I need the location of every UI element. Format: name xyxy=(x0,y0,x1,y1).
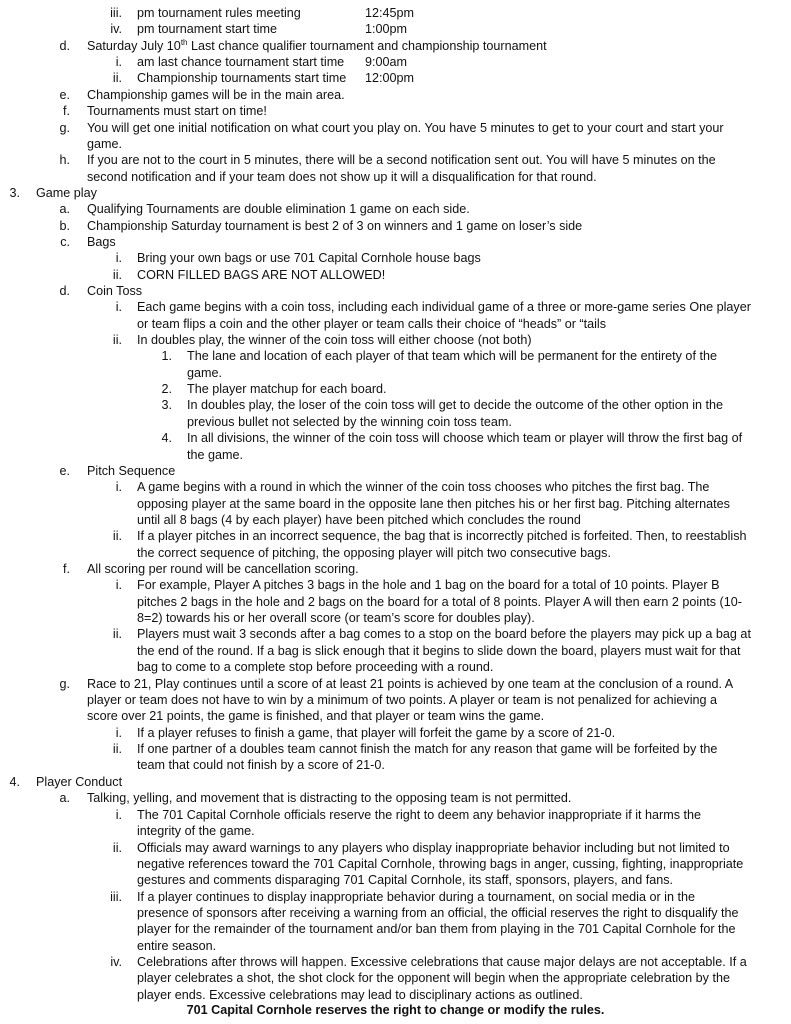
list-item-text: You will get one initial notification on what court you play on. You have 5 minutes to get to your court and start your xyxy=(87,121,724,135)
list-item-text: Qualifying Tournaments are double elimination 1 game on each side. xyxy=(87,202,470,216)
list-item-text: Bring your own bags or use 701 Capital Cornhole house bags xyxy=(137,251,481,265)
list-item-text: All scoring per round will be cancellation scoring. xyxy=(87,562,359,576)
list-item-continuation: player or team does not have to win by a minimum of two points. A player or team is not penalized for achieving a xyxy=(87,693,718,707)
list-item-text: Player Conduct xyxy=(36,775,123,789)
list-item-continuation: score over 21 points, the game is finished, and that player or team wins the game. xyxy=(87,709,545,723)
schedule-time: 1:00pm xyxy=(365,22,408,36)
list-item-text: Players must wait 3 seconds after a bag comes to a stop on the board before the players may pick up a bag at xyxy=(137,627,751,641)
list-marker: 3. xyxy=(161,398,172,412)
list-item-text: pm tournament rules meeting xyxy=(137,6,301,20)
list-marker: e. xyxy=(59,88,70,102)
schedule-time: 12:45pm xyxy=(365,6,415,20)
list-marker: i. xyxy=(115,300,122,314)
list-item-continuation: pitches 2 bags in the hole and 2 bags on the board for a total of 8 points. Player A will then earn 2 points (10- xyxy=(137,595,742,609)
list-item-text: If you are not to the court in 5 minutes, there will be a second notification sent out. You will have 5 minutes on the xyxy=(87,153,716,167)
list-marker: 4. xyxy=(9,775,20,789)
list-item-continuation: player for the remainder of the tournament and/or ban them from playing in the 701 Capital Cornhole for the xyxy=(137,922,736,936)
list-marker: c. xyxy=(60,235,70,249)
list-item-text: Each game begins with a coin toss, including each individual game of a three or more-game series One player xyxy=(137,300,751,314)
list-item-text: Talking, yelling, and movement that is distracting to the opposing team is not permitted. xyxy=(87,791,572,805)
list-marker: 2. xyxy=(161,382,172,396)
list-item-text: If a player pitches in an incorrect sequence, the bag that is incorrectly pitched is forfeited. Then, to reestablish xyxy=(137,529,747,543)
list-item-text: The player matchup for each board. xyxy=(187,382,387,396)
list-item-text: am last chance tournament start time xyxy=(137,55,345,69)
list-item-text: A game begins with a round in which the winner of the coin toss chooses who pitches the first bag. The xyxy=(137,480,710,494)
list-item-continuation: game. xyxy=(187,366,223,380)
list-marker: h. xyxy=(59,153,70,167)
list-item-text: Game play xyxy=(36,186,97,200)
list-marker: ii. xyxy=(112,529,122,543)
list-marker: e. xyxy=(59,464,70,478)
list-marker: a. xyxy=(59,202,70,216)
list-item-continuation: 8=2) towards his or her overall score (or team’s score for doubles play). xyxy=(137,611,535,625)
list-item-continuation: second notification and if your team does not show up it will a disqualification for that round. xyxy=(87,170,597,184)
list-item-continuation: opposing player at the same board in the opposite lane then pitches his or her first bag. Pitching alternates xyxy=(137,497,730,511)
list-marker: i. xyxy=(115,578,122,592)
list-marker: g. xyxy=(59,121,70,135)
list-item-text: If a player refuses to finish a game, that player will forfeit the game by a score of 21-0. xyxy=(137,726,616,740)
list-item-continuation: presence of sponsors after receiving a warning from an official, the official reserves the right to disqualify the xyxy=(137,906,739,920)
list-item-text: pm tournament start time xyxy=(137,22,277,36)
list-marker: 1. xyxy=(161,349,172,363)
list-item-text: Pitch Sequence xyxy=(87,464,176,478)
list-item-continuation: the end of the round. If a bag is slick enough that it begins to slide down the board, players must wait for that xyxy=(137,644,741,658)
list-item-text: The 701 Capital Cornhole officials reserve the right to deem any behavior inappropriate if it harms the xyxy=(137,808,701,822)
list-item-text: In doubles play, the winner of the coin toss will either choose (not both) xyxy=(137,333,532,347)
list-marker: ii. xyxy=(112,268,122,282)
list-marker: ii. xyxy=(112,742,122,756)
list-item-continuation: game. xyxy=(87,137,123,151)
list-item-continuation: previous bullet not selected by the winning coin toss team. xyxy=(187,415,512,429)
list-marker: i. xyxy=(115,251,122,265)
list-marker: d. xyxy=(59,39,70,53)
list-marker: ii. xyxy=(112,627,122,641)
list-item-text: Championship tournaments start time xyxy=(137,71,347,85)
list-item-text: Tournaments must start on time! xyxy=(87,104,267,118)
list-item-continuation: until all 8 bags (4 by each player) have been pitched which concludes the round xyxy=(137,513,581,527)
list-marker: ii. xyxy=(112,333,122,347)
list-item-continuation: the game. xyxy=(187,448,244,462)
schedule-time: 12:00pm xyxy=(365,71,415,85)
schedule-time: 9:00am xyxy=(365,55,408,69)
list-marker: a. xyxy=(59,791,70,805)
list-item-continuation: player ends. Excessive celebrations may lead to disciplinary actions as outlined. xyxy=(137,988,583,1002)
list-item-text: Saturday July 10th Last chance qualifier tournament and championship tournament xyxy=(87,38,547,53)
list-marker: ii. xyxy=(112,71,122,85)
list-marker: f. xyxy=(63,562,70,576)
list-marker: 4. xyxy=(161,431,172,445)
list-item-text: Officials may award warnings to any players who display inappropriate behavior including but not limited to xyxy=(137,841,730,855)
list-marker: iii. xyxy=(110,6,122,20)
list-marker: i. xyxy=(115,726,122,740)
list-item-continuation: integrity of the game. xyxy=(137,824,255,838)
list-marker: g. xyxy=(59,677,70,691)
list-marker: iv. xyxy=(110,955,122,969)
list-item-continuation: team that could not finish by a score of 21-0. xyxy=(137,758,385,772)
list-item-text: If a player continues to display inappropriate behavior during a tournament, on social media or in the xyxy=(137,890,695,904)
list-marker: iv. xyxy=(110,22,122,36)
list-item-continuation: or team flips a coin and the other player or team calls their choice of “heads” or “tails xyxy=(137,317,606,331)
list-marker: 3. xyxy=(9,186,20,200)
list-item-text: CORN FILLED BAGS ARE NOT ALLOWED! xyxy=(137,268,386,282)
list-marker: iii. xyxy=(110,890,122,904)
list-item-text: If one partner of a doubles team cannot finish the match for any reason that game will be forfeited by the xyxy=(137,742,718,756)
list-item-continuation: the correct sequence of pitching, the opposing player will pitch two consecutive bags. xyxy=(137,546,611,560)
list-item-continuation: player celebrates a shot, the shot clock for the opponent will begin when the appropriate celebration by the xyxy=(137,971,730,985)
list-item-text: Championship Saturday tournament is best 2 of 3 on winners and 1 game on loser’s side xyxy=(87,219,583,233)
list-item-text: Bags xyxy=(87,235,116,249)
list-item-text: In doubles play, the loser of the coin toss will get to decide the outcome of the other option in the xyxy=(187,398,724,412)
list-item-continuation: entire season. xyxy=(137,939,217,953)
list-item-continuation: gestures and comments disparaging 701 Capital Cornhole, its staff, sponsors, players, and fans. xyxy=(137,873,673,887)
list-marker: i. xyxy=(115,480,122,494)
list-marker: d. xyxy=(59,284,70,298)
list-item-text: Championship games will be in the main area. xyxy=(87,88,345,102)
list-item-text: In all divisions, the winner of the coin toss will choose which team or player will throw the first bag of xyxy=(187,431,743,445)
list-item-text: Celebrations after throws will happen. Excessive celebrations that cause major delays are not acceptable. If a xyxy=(137,955,747,969)
list-item-text: For example, Player A pitches 3 bags in the hole and 1 bag on the board for a total of 10 points. Player B xyxy=(137,578,720,592)
footer-disclaimer: 701 Capital Cornhole reserves the right to change or modify the rules. xyxy=(186,1003,605,1017)
list-marker: ii. xyxy=(112,841,122,855)
list-marker: i. xyxy=(115,55,122,69)
list-marker: f. xyxy=(63,104,70,118)
list-item-continuation: bag to come to a complete stop before proceeding with a round. xyxy=(137,660,494,674)
list-item-text: Race to 21, Play continues until a score of at least 21 points is achieved by one team at the conclusion of a round. A xyxy=(87,677,734,691)
list-item-text: Coin Toss xyxy=(87,284,143,298)
list-marker: i. xyxy=(115,808,122,822)
list-item-text: The lane and location of each player of that team which will be permanent for the entirety of the xyxy=(187,349,717,363)
list-marker: b. xyxy=(59,219,70,233)
ordinal-suffix: th xyxy=(180,38,188,47)
list-item-continuation: negative references toward the 701 Capital Cornhole, throwing bags in anger, cussing, fighting, inappropriate xyxy=(137,857,744,871)
